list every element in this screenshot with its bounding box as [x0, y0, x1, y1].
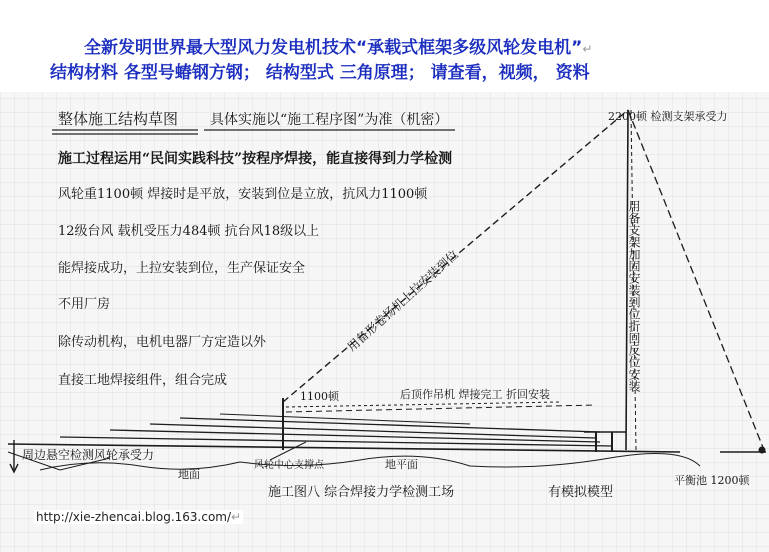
- label-left-load: 周边悬空检测风轮承受力: [22, 448, 155, 462]
- label-vertical: 用备支架加固安装到位折回反位安装: [627, 200, 641, 392]
- label-diagonal: 用备形卷扬机上拉安装到位: [344, 247, 462, 355]
- return-mark-icon: ↵: [231, 510, 242, 524]
- headline-text-1: 全新发明世界最大型风力发电机技术“承载式框架多级风轮发电机”: [84, 38, 583, 58]
- note-assembly: 直接工地焊接组件，组合完成: [58, 373, 228, 388]
- label-ground-1: 地面: [178, 468, 200, 481]
- note-weld: 能焊接成功，上拉安装到位，生产保证安全: [58, 261, 306, 276]
- sketch-title: 整体施工结构草图: [58, 110, 179, 128]
- label-rear: 后顶作吊机 焊接完工 折回安装: [400, 388, 550, 401]
- note-pressure: 12级台风 载机受压力484顿 抗台风18级以上: [58, 224, 320, 239]
- label-center-support: 风轮中心支撑点: [254, 460, 324, 471]
- note-weight: 风轮重1100顿 焊接时是平放，安装到位是立放，抗风力1100顿: [58, 187, 428, 202]
- label-top-load: 2200顿 检测支架承受力: [608, 110, 728, 123]
- label-model: 有模拟模型: [548, 485, 614, 500]
- label-ground-2: 地平面: [385, 458, 418, 471]
- blog-url-text: http://xie-zhencai.blog.163.com/: [36, 510, 232, 524]
- label-balance: 平衡池 1200顿: [674, 474, 750, 487]
- sketch-subtitle: 具体实施以“施工程序图”为准（机密）: [210, 112, 449, 128]
- note-process: 施工过程运用“民间实践科技”按程序焊接，能直接得到力学检测: [58, 151, 453, 167]
- blog-url: [34, 510, 243, 524]
- headline-text-2: 结构材料 各型号蝽钢方钢； 结构型式 三角原理； 请查看，视频， 资料: [50, 63, 590, 83]
- label-site: 施工图八 综合焊接力学检测工场: [268, 485, 455, 500]
- note-parts: 除传动机构，电机电器厂方定造以外: [58, 335, 267, 350]
- return-mark-icon: ↵: [582, 42, 593, 56]
- note-factory: 不用厂房: [58, 297, 111, 312]
- label-1100: 1100顿: [300, 390, 339, 403]
